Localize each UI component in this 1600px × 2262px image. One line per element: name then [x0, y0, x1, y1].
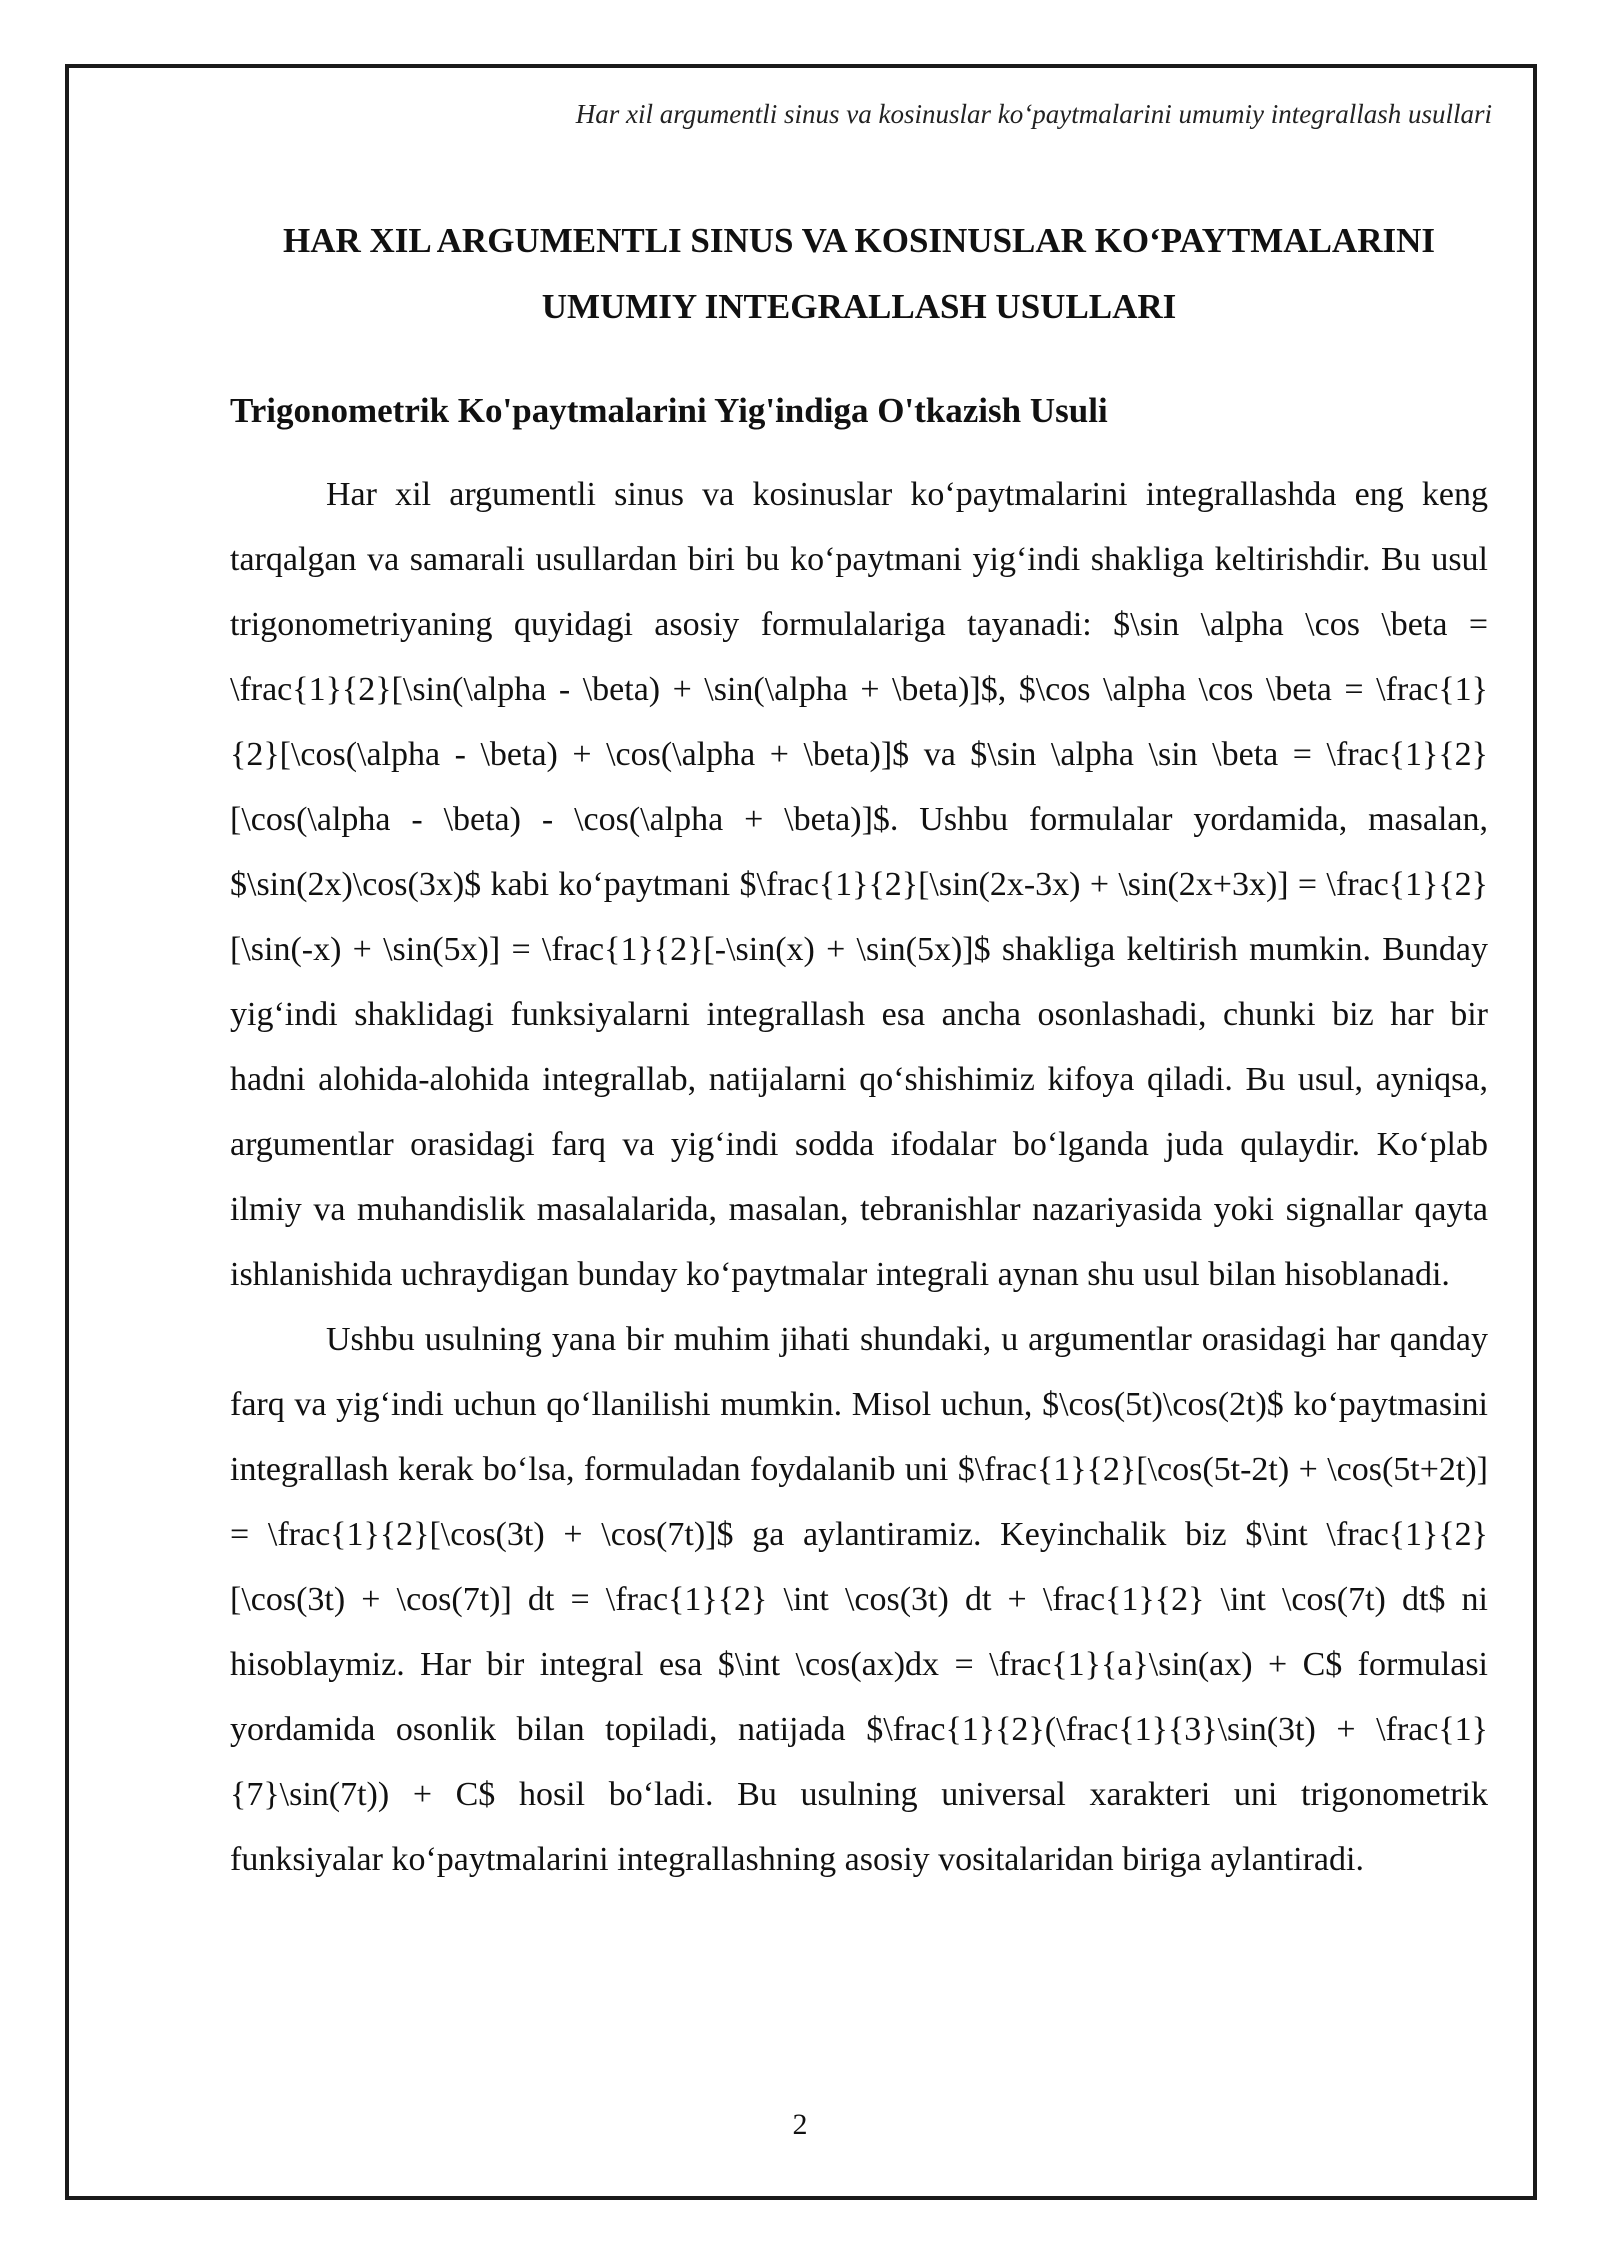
paragraph-1: Har xil argumentli sinus va kosinuslar ko‘paytmalarini integrallashda eng keng tarqalgan va samarali usullardan biri bu ko‘paytmani yig‘indi shakliga keltirishdir. Bu usul trigonometriyaning quyidagi asosiy formulalariga tayanadi: $\sin \alpha \cos \beta = \frac{1}{2}[\sin(\alpha - \beta) + \sin(\alpha + \beta)]$, $\cos \alpha \cos \beta = \frac{1}{2}[\cos(\alpha - \beta) + \cos(\alpha + \beta)]$ va $\sin \alpha \sin \beta = \frac{1}{2}[\cos(\alpha - \beta) - \cos(\alpha + \beta)]$. Ushbu formulalar yordamida, masalan, $\sin(2x)\cos(3x)$ kabi ko‘paytmani $\frac{1}{2}[\sin(2x-3x) + \sin(2x+3x)] = \frac{1}{2}[\sin(-x) + \sin(5x)] = \frac{1}{2}[-\sin(x) + \sin(5x)]$ shakliga keltirish mumkin. Bunday yig‘indi shaklidagi funksiyalarni integrallash esa ancha osonlashadi, chunki biz har bir hadni alohida-alohida integrallab, natijalarni qo‘shishimiz kifoya qiladi. Bu usul, ayniqsa, argumentlar orasidagi farq va yig‘indi sodda ifodalar bo‘lganda juda qulaydir. Ko‘plab ilmiy va muhandislik masalalarida, masalan, tebranishlar nazariyasida yoki signallar qayta ishlanishida uchraydigan bunday ko‘paytmalar integrali aynan shu usul bilan hisoblanadi. [230, 476, 1488, 1293]
section-heading: Trigonometrik Ko'paytmalarini Yig'indiga O'tkazish Usuli [230, 391, 1108, 430]
running-header: Har xil argumentli sinus va kosinuslar ko‘paytmalarini umumiy integrallash usullari [575, 99, 1492, 129]
body-text [230, 462, 1488, 1892]
document-title: HAR XIL ARGUMENTLI SINUS VA KOSINUSLAR KO‘PAYTMALARINI UMUMIY INTEGRALLASH USULLARI [283, 221, 1435, 326]
page-number: 2 [792, 2108, 808, 2141]
paragraph-2: Ushbu usulning yana bir muhim jihati shundaki, u argumentlar orasidagi har qanday farq va yig‘indi uchun qo‘llanilishi mumkin. Misol uchun, $\cos(5t)\cos(2t)$ ko‘paytmasini integrallash kerak bo‘lsa, formuladan foydalanib uni $\frac{1}{2}[\cos(5t-2t) + \cos(5t+2t)] = \frac{1}{2}[\cos(3t) + \cos(7t)]$ ga aylantiramiz. Keyinchalik biz $\int \frac{1}{2}[\cos(3t) + \cos(7t)] dt = \frac{1}{2} \int \cos(3t) dt + \frac{1}{2} \int \cos(7t) dt$ ni hisoblaymiz. Har bir integral esa $\int \cos(ax)dx = \frac{1}{a}\sin(ax) + C$ formulasi yordamida osonlik bilan topiladi, natijada $\frac{1}{2}(\frac{1}{3}\sin(3t) + \frac{1}{7}\sin(7t)) + C$ hosil bo‘ladi. Bu usulning universal xarakteri uni trigonometrik funksiyalar ko‘paytmalarini integrallashning asosiy vositalaridan biriga aylantiradi. [230, 1321, 1488, 1878]
